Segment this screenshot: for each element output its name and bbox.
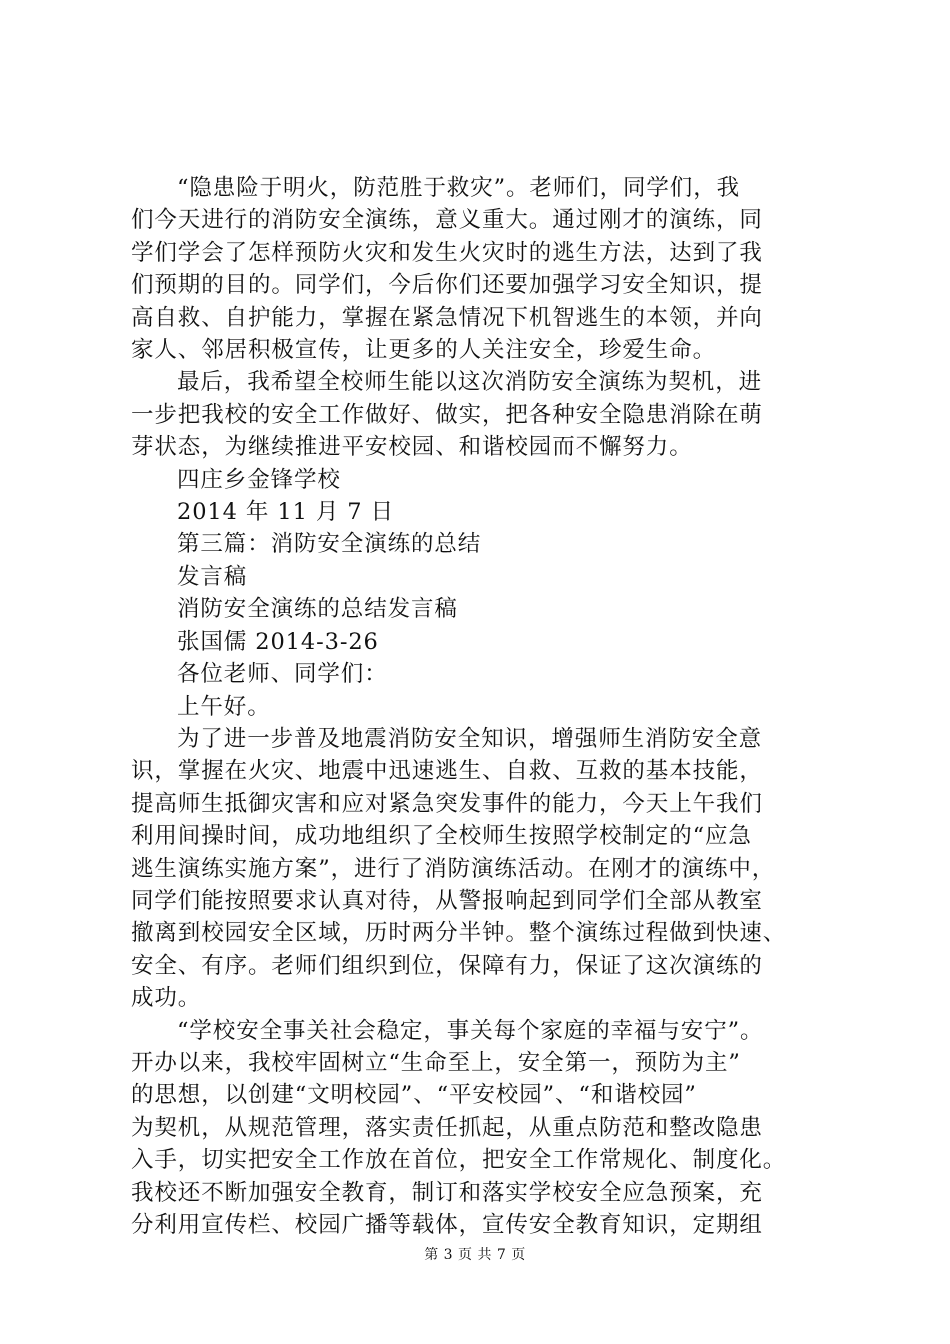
text-line: 最后，我希望全校师生能以这次消防安全演练为契机，进 bbox=[177, 369, 763, 396]
text-line: 张国儒 2014-3-26 bbox=[177, 628, 379, 655]
text-line: 安全、有序。老师们组织到位，保障有力，保证了这次演练的 bbox=[131, 952, 763, 979]
text-line: 芽状态，为继续推进平安校园、和谐校园而不懈努力。 bbox=[131, 434, 693, 461]
text-line: 一步把我校的安全工作做好、做实，把各种安全隐患消除在萌 bbox=[131, 401, 763, 428]
text-line: 为契机，从规范管理，落实责任抓起，从重点防范和整改隐患 bbox=[131, 1114, 763, 1141]
text-line: “学校安全事关社会稳定，事关每个家庭的幸福与安宁”。 bbox=[177, 1017, 764, 1044]
text-line: 学们学会了怎样预防火灾和发生火灾时的逃生方法，达到了我 bbox=[131, 239, 763, 266]
text-line: 上午好。 bbox=[177, 693, 271, 720]
page-footer: 第 3 页 共 7 页 bbox=[424, 1247, 526, 1263]
text-line: 撤离到校园安全区域，历时两分半钟。整个演练过程做到快速、 bbox=[131, 920, 787, 947]
text-line: 我校还不断加强安全教育，制订和落实学校安全应急预案，充 bbox=[131, 1179, 763, 1206]
text-line: 2014 年 11 月 7 日 bbox=[177, 499, 394, 526]
text-line: 们预期的目的。同学们，今后你们还要加强学习安全知识，提 bbox=[131, 272, 763, 299]
text-line: 开办以来，我校牢固树立“生命至上，安全第一，预防为主” bbox=[131, 1049, 741, 1076]
text-line: 四庄乡金锋学校 bbox=[177, 466, 341, 493]
text-line: 同学们能按照要求认真对待，从警报响起到同学们全部从教室 bbox=[131, 887, 763, 914]
text-line: 的思想，以创建“文明校园”、“平安校园”、“和谐校园” bbox=[131, 1082, 697, 1109]
text-line: 高自救、自护能力，掌握在紧急情况下机智逃生的本领，并向 bbox=[131, 304, 763, 331]
text-line: 提高师生抵御灾害和应对紧急突发事件的能力，今天上午我们 bbox=[131, 790, 763, 817]
text-line: 第三篇：消防安全演练的总结 bbox=[177, 531, 482, 558]
text-line: 分利用宣传栏、校园广播等载体，宣传安全教育知识，定期组 bbox=[131, 1212, 763, 1238]
text-line: 家人、邻居积极宣传，让更多的人关注安全，珍爱生命。 bbox=[131, 337, 717, 364]
text-line: 逃生演练实施方案”，进行了消防演练活动。在刚才的演练中， bbox=[131, 855, 776, 882]
text-line: 利用间操时间，成功地组织了全校师生按照学校制定的“应急 bbox=[131, 823, 752, 850]
text-line: 入手，切实把安全工作放在首位，把安全工作常规化、制度化。 bbox=[131, 1147, 787, 1174]
text-line: 各位老师、同学们： bbox=[177, 661, 388, 688]
text-line: 识，掌握在火灾、地震中迅速逃生、自救、互救的基本技能， bbox=[131, 758, 763, 785]
text-line: 成功。 bbox=[131, 985, 202, 1012]
text-line: “隐患险于明火，防范胜于救灾”。老师们，同学们，我 bbox=[177, 175, 741, 201]
text-line: 消防安全演练的总结发言稿 bbox=[177, 596, 458, 623]
text-line: 们今天进行的消防安全演练，意义重大。通过刚才的演练，同 bbox=[131, 207, 763, 234]
document-body bbox=[131, 172, 821, 1241]
text-line: 发言稿 bbox=[177, 563, 248, 590]
text-line: 为了进一步普及地震消防安全知识，增强师生消防安全意 bbox=[177, 725, 763, 752]
